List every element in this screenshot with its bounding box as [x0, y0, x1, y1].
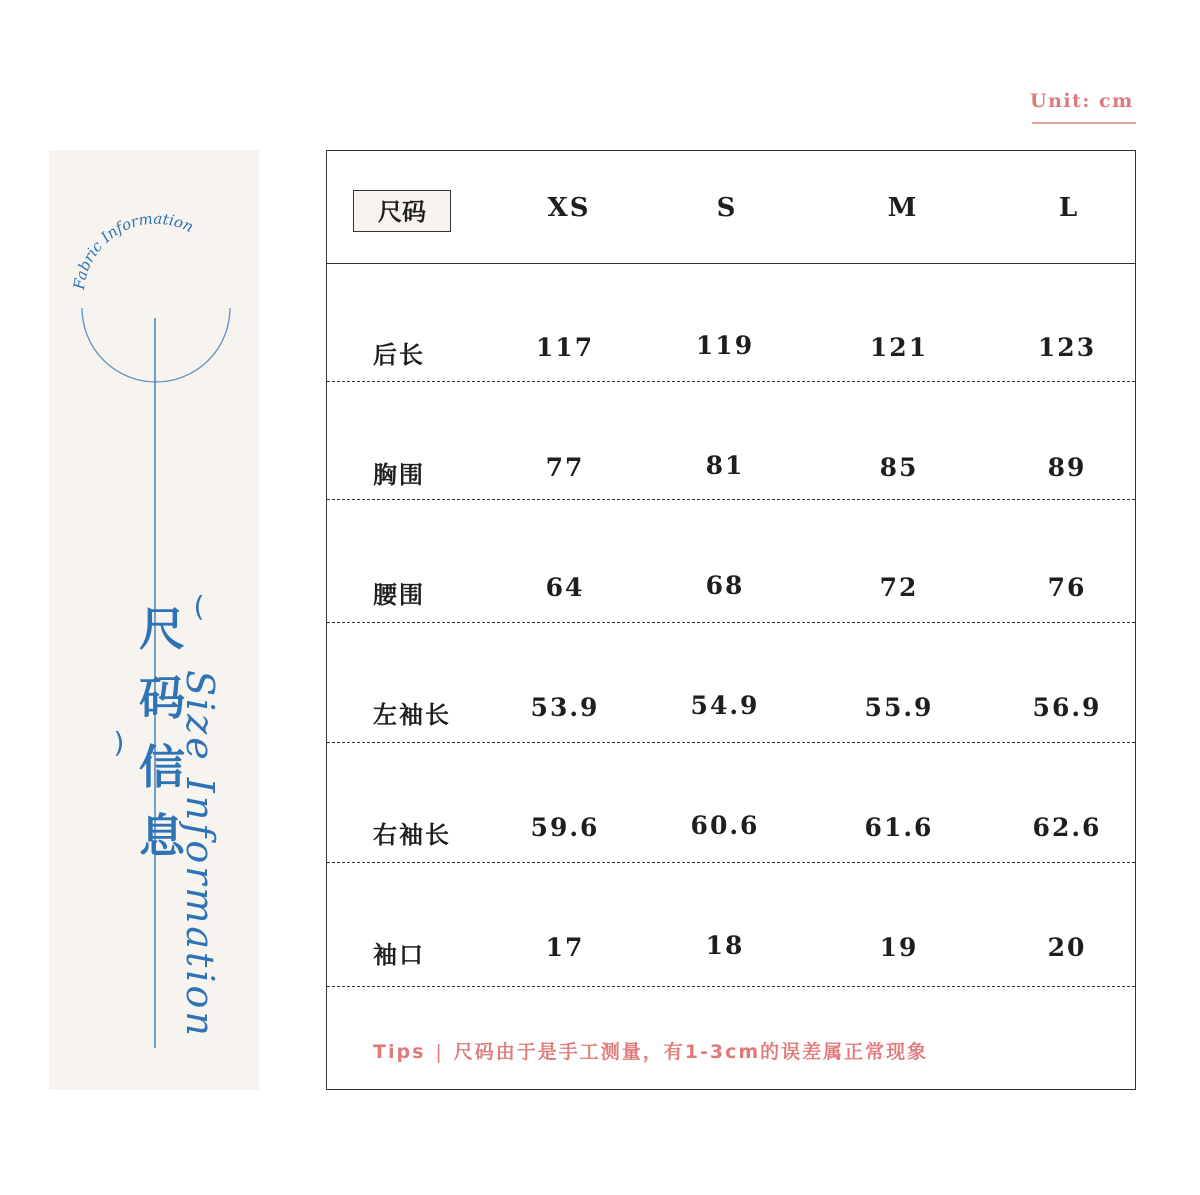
row-label: 右袖长 — [373, 821, 451, 849]
tips-separator: | — [435, 1041, 444, 1063]
row-divider — [327, 381, 1135, 382]
table-cell: 119 — [695, 331, 755, 360]
row-divider — [327, 862, 1135, 863]
tips-note — [373, 1037, 928, 1064]
row-label: 胸围 — [373, 461, 425, 489]
table-cell: 123 — [1037, 333, 1097, 362]
row-label: 袖口 — [373, 941, 425, 969]
table-cell: 85 — [879, 453, 919, 482]
title-char: 尺 — [139, 602, 185, 656]
table-cell: 18 — [705, 931, 745, 960]
table-cell: 121 — [869, 333, 929, 362]
size-corner-label: 尺码 — [353, 190, 451, 232]
size-table — [326, 150, 1136, 1090]
header-divider — [327, 263, 1135, 264]
tips-text: 尺码由于是手工测量，有1-3cm的误差属正常现象 — [453, 1041, 929, 1063]
table-cell: 60.6 — [690, 811, 760, 840]
table-cell: 20 — [1047, 933, 1087, 962]
table-cell: 19 — [879, 933, 919, 962]
table-cell: 61.6 — [864, 813, 934, 842]
size-header-s: S — [716, 193, 738, 223]
table-cell: 53.9 — [530, 693, 600, 722]
size-header-m: M — [887, 193, 919, 223]
table-cell: 77 — [545, 453, 585, 482]
table-cell: 81 — [705, 451, 745, 480]
side-title — [137, 595, 187, 871]
table-cell: 17 — [545, 933, 585, 962]
paren-close: ) — [113, 726, 125, 759]
row-divider — [327, 499, 1135, 500]
paren-open: ( — [193, 590, 205, 623]
title-char: 码 — [139, 671, 185, 725]
arc-text: Fabric Information — [69, 209, 197, 291]
table-cell: 89 — [1047, 453, 1087, 482]
table-cell: 117 — [535, 333, 595, 362]
table-cell: 56.9 — [1032, 693, 1102, 722]
table-cell: 59.6 — [530, 813, 600, 842]
table-cell: 68 — [705, 571, 745, 600]
table-cell: 72 — [879, 573, 919, 602]
row-label: 左袖长 — [373, 701, 451, 729]
row-label: 腰围 — [373, 581, 425, 609]
table-cell: 64 — [545, 573, 585, 602]
table-cell: 55.9 — [864, 693, 934, 722]
side-panel — [49, 150, 259, 1090]
size-information-script: Size Information — [178, 670, 222, 1039]
half-circle-arc — [82, 308, 230, 382]
title-char: 息 — [139, 809, 185, 863]
row-divider — [327, 622, 1135, 623]
row-label: 后长 — [373, 341, 425, 369]
title-char: 信 — [139, 740, 185, 794]
size-header-l: L — [1058, 193, 1080, 223]
row-divider — [327, 742, 1135, 743]
table-cell: 54.9 — [690, 691, 760, 720]
table-cell: 76 — [1047, 573, 1087, 602]
unit-label: Unit: cm — [1030, 90, 1134, 112]
unit-underline — [1032, 122, 1136, 124]
tips-label: Tips — [373, 1041, 426, 1063]
size-header-xs: XS — [547, 193, 591, 223]
table-cell: 62.6 — [1032, 813, 1102, 842]
row-divider — [327, 986, 1135, 987]
